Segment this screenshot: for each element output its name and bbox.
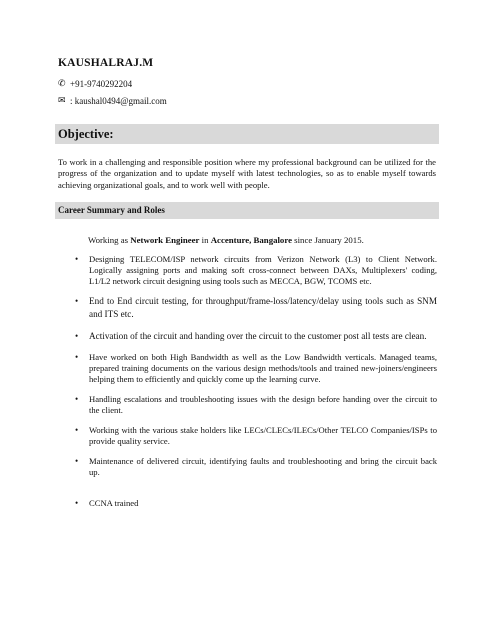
since-text: since January 2015. [291,235,364,245]
current-position [88,235,364,245]
bullet-icon: • [75,424,79,435]
candidate-name: KAUSHALRAJ.M [58,57,154,69]
list-item [75,425,437,447]
phone-number: +91-9740292204 [70,78,133,89]
bullet-text: Working with the various stake holders like LECs/CLECs/ILECs/Other TELCO Companies/ISPs to provide quality service. [89,424,437,446]
working-prefix: Working as [88,235,131,245]
bullet-text: CCNA trained [89,497,139,508]
bullet-icon: • [75,331,79,341]
bullet-icon: • [75,393,79,404]
bullet-icon: • [75,455,79,466]
objective-heading-band [55,124,439,144]
bullet-icon: • [75,497,79,508]
in-text: in [199,235,211,245]
bullet-text: Have worked on both High Bandwidth as well as the Low Bandwidth verticals. Managed teams, prepared training documents on the various design methods/tools and trained new-joiners/engineers helping them to efficiently and quickly come up the learning curve. [89,351,437,384]
email-address: : kaushal0494@gmail.com [70,95,167,106]
objective-text: To work in a challenging and responsible position where my professional background can be utilized for the progress of the organization and to update myself with latest technologies, so as to enable myself towards achieving organizational goals, and to work well with people. [58,157,436,190]
bullet-text: Activation of the circuit and handing over the circuit to the customer post all tests are clean. [89,331,427,341]
bullet-icon: • [75,351,79,362]
list-item [75,352,437,385]
envelope-icon: ✉ [58,95,66,105]
bullet-text: Handling escalations and troubleshooting issues with the design before handing over the circuit to the client. [89,393,437,415]
list-item [75,498,437,509]
bullet-text: Designing TELECOM/ISP network circuits from Verizon Network (L3) to Client Network. Logically assigning ports and making soft cross-connect between DAXs, Multiplexers' coding, L1/L2 network circuit designing using tools such as MECCA, BGW, TCOMS etc. [89,254,437,286]
career-bullet-list [75,254,437,509]
email-line [58,95,167,106]
bullet-text: Maintenance of delivered circuit, identifying faults and troubleshooting and bring the circuit back up. [89,455,437,477]
bullet-text: End to End circuit testing, for throughput/frame-loss/latency/delay using tools such as SNM and ITS etc. [89,296,437,319]
role-title: Network Engineer [130,235,200,245]
list-item [75,295,437,320]
bullet-icon: • [75,296,79,306]
list-item [75,254,437,287]
bullet-icon: • [75,254,79,264]
phone-icon: ✆ [58,78,66,88]
career-heading: Career Summary and Roles [58,205,165,215]
objective-heading: Objective: [58,127,114,141]
list-item [75,394,437,416]
list-item [75,330,437,343]
phone-line [58,78,132,89]
career-heading-band [55,202,439,219]
company-name: Accenture, Bangalore [210,235,292,245]
list-item [75,456,437,478]
